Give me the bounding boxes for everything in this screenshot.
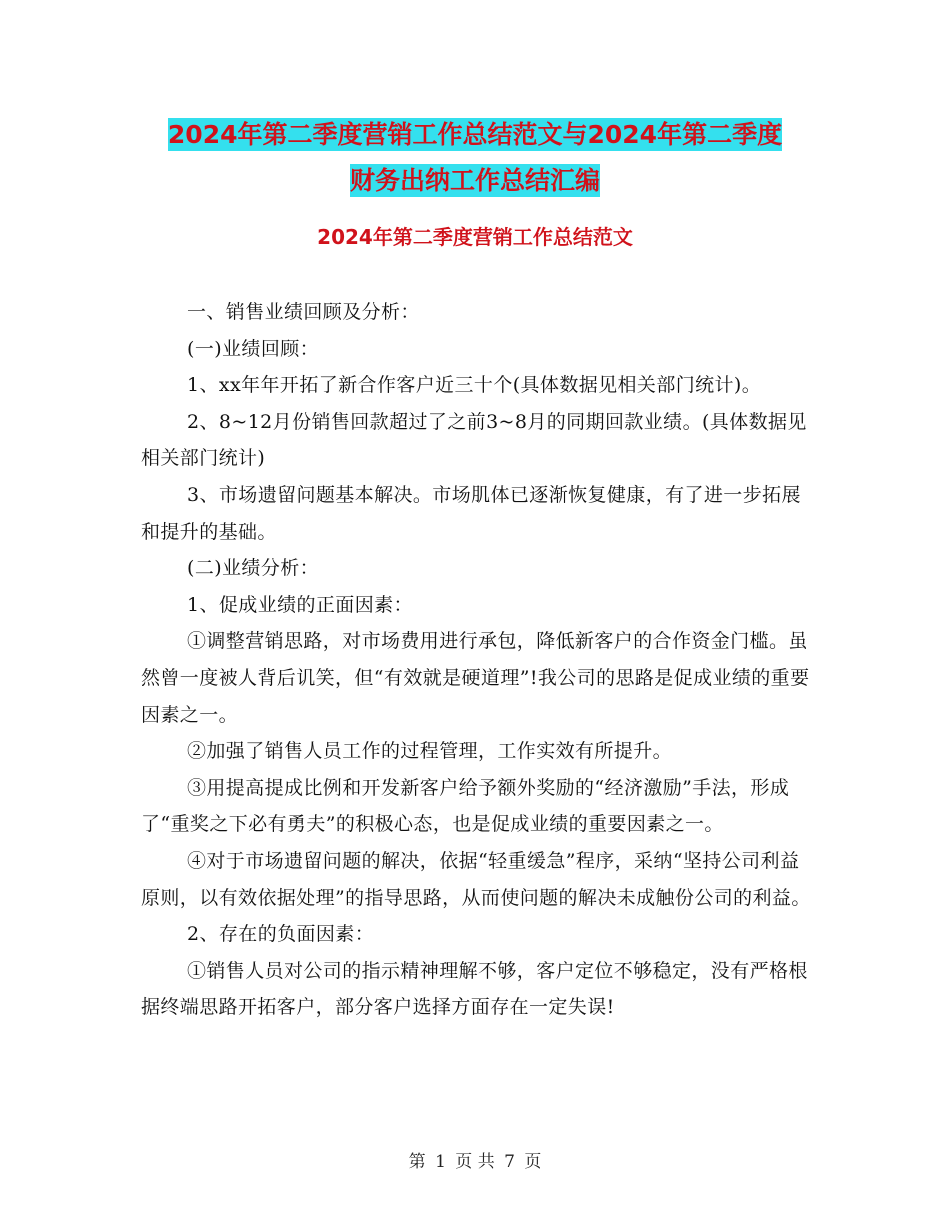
title-line-2: 财务出纳工作总结汇编 [349, 166, 600, 195]
page-number: 1 [435, 1152, 446, 1172]
footer-suffix: 页 [524, 1152, 542, 1172]
page-footer [0, 1150, 950, 1174]
paragraph: ④对于市场遗留问题的解决，依据“轻重缓急”程序，采纳“坚持公司利益原则，以有效依据处理”的指导思路，从而使问题的解决未成触份公司的利益。 [141, 849, 811, 909]
page-total: 7 [504, 1152, 515, 1172]
paragraph: ③用提高提成比例和开发新客户给予额外奖励的“经济激励”手法，形成了“重奖之下必有勇夫”的积极心态，也是促成业绩的重要因素之一。 [141, 776, 790, 836]
document-title [0, 112, 950, 204]
section-title: 2024年第二季度营销工作总结范文 [317, 225, 633, 249]
paragraph: 2、存在的负面因素： [187, 923, 375, 946]
paragraph: (二)业绩分析： [187, 557, 320, 580]
footer-prefix: 第 [408, 1152, 426, 1172]
paragraph: ①调整营销思路，对市场费用进行承包，降低新客户的合作资金门槛。虽然曾一度被人背后讥笑，但“有效就是硬道理”!我公司的思路是促成业绩的重要因素之一。 [141, 630, 810, 726]
paragraph: ②加强了销售人员工作的过程管理，工作实效有所提升。 [187, 740, 673, 763]
paragraph: (一)业绩回顾： [187, 337, 320, 360]
paragraph: ①销售人员对公司的指示精神理解不够，客户定位不够稳定，没有严格根据终端思路开拓客户，部分客户选择方面存在一定失误! [141, 959, 808, 1019]
document-body [141, 294, 813, 1026]
title-line-1: 2024年第二季度营销工作总结范文与2024年第二季度 [167, 120, 783, 149]
paragraph: 1、促成业绩的正面因素： [187, 593, 413, 616]
paragraph: 一、销售业绩回顾及分析： [187, 301, 420, 323]
footer-middle: 页 共 [455, 1152, 495, 1172]
paragraph: 2、8~12月份销售回款超过了之前3~8月的同期回款业绩。(具体数据见相关部门统计) [141, 410, 807, 470]
paragraph: 1、xx年年开拓了新合作客户近三十个(具体数据见相关部门统计)。 [187, 374, 762, 397]
paragraph: 3、市场遗留问题基本解决。市场肌体已逐渐恢复健康，有了进一步拓展和提升的基础。 [141, 483, 801, 543]
